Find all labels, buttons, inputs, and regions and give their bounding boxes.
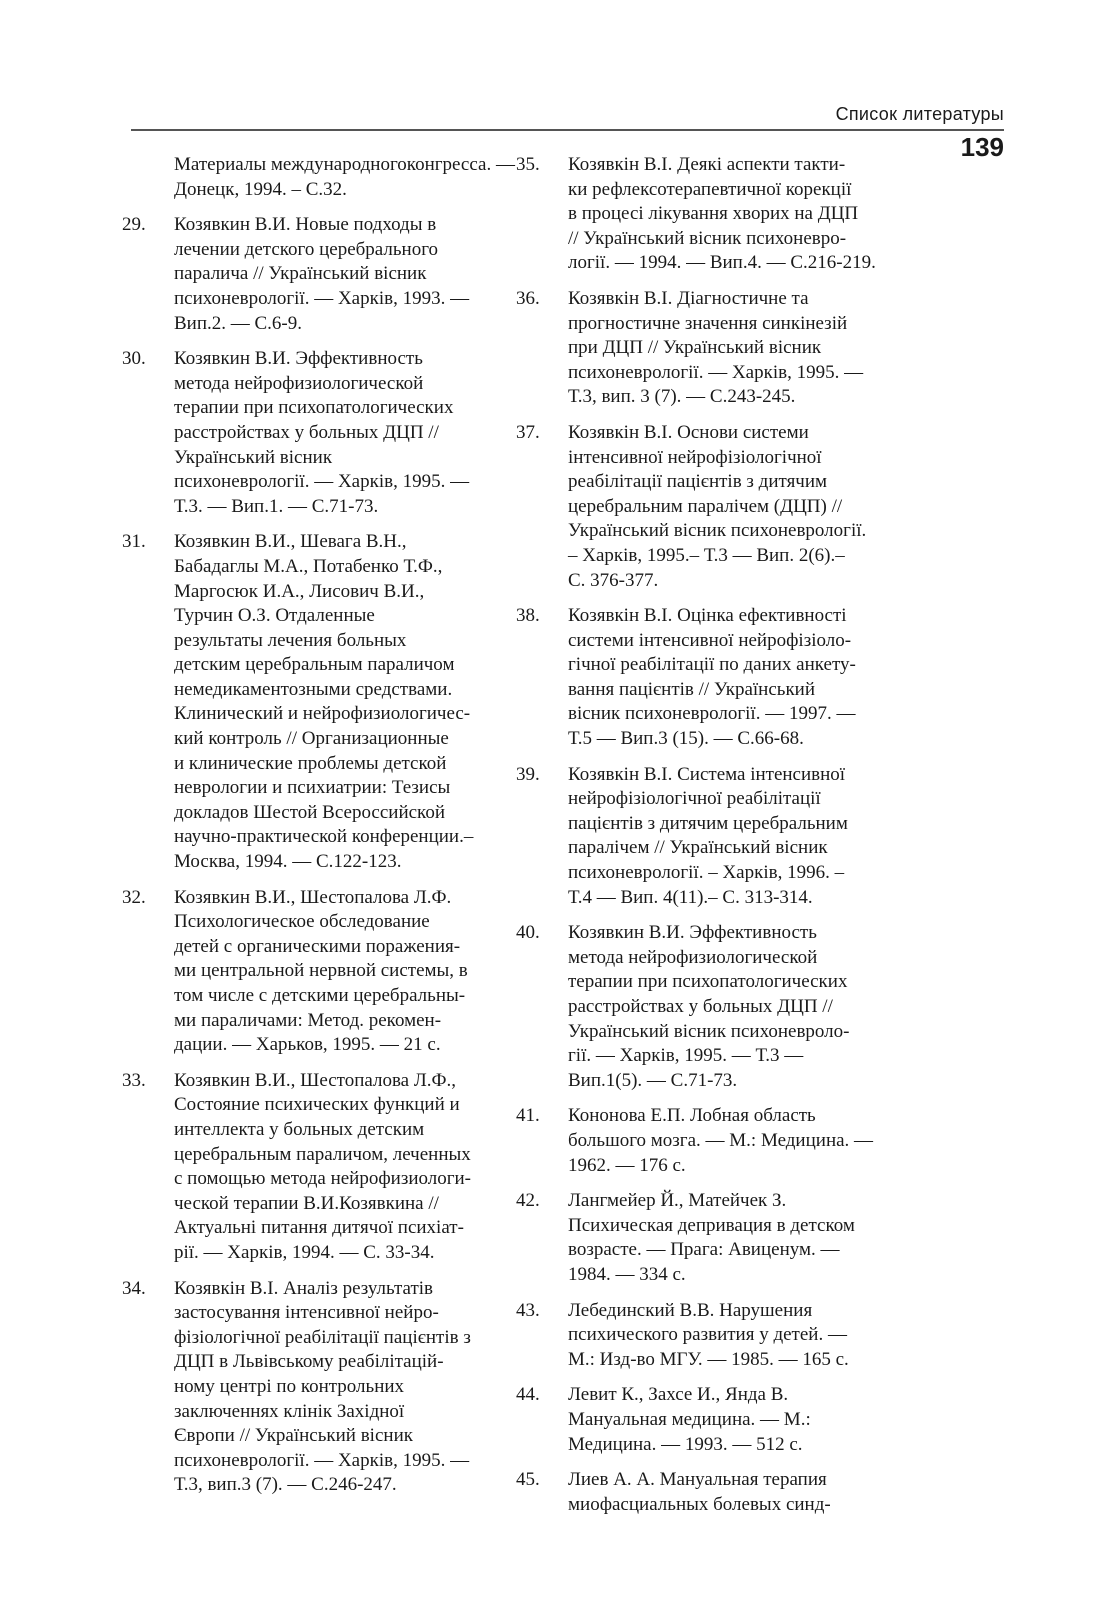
reference-entry	[122, 1277, 522, 1498]
reference-line: – Харків, 1995.– Т.3 — Вип. 2(6).–	[568, 544, 845, 566]
reference-line: Козявкін В.І. Деякі аспекти такти-	[568, 154, 846, 175]
reference-line: паралічем // Український вісник	[568, 837, 828, 859]
reference-line: психоневрології. — Харків, 1995. —	[568, 361, 864, 383]
reference-line: Козявкін В.І. Оцінка ефективності	[568, 605, 847, 627]
reference-entry	[516, 153, 916, 276]
reference-line: миофасциальных болевых синд-	[568, 1493, 831, 1515]
reference-number: 40.	[516, 922, 540, 944]
reference-line: ческой терапии В.И.Козявкина //	[174, 1192, 439, 1214]
right-entries	[516, 153, 916, 1517]
reference-line: Т.3, вип.3 (7). — С.246-247.	[174, 1474, 397, 1496]
reference-line: 1984. — 334 с.	[568, 1263, 686, 1285]
reference-line: немедикаментозными средствами.	[174, 678, 453, 700]
reference-line: метода нейрофизиологической	[174, 372, 424, 394]
reference-line: Мануальная медицина. — М.:	[568, 1408, 811, 1430]
reference-line: логії. — 1994. — Вип.4. — С.216-219.	[568, 252, 876, 274]
reference-line: реабілітації пацієнтів з дитячим	[568, 471, 828, 493]
reference-number: 44.	[516, 1384, 540, 1406]
reference-line: Вип.1(5). — С.71-73.	[568, 1069, 738, 1091]
reference-line: Левит К., Захсе И., Янда В.	[568, 1384, 789, 1406]
reference-line: интеллекта у больных детским	[174, 1118, 425, 1140]
reference-line: Лангмейер Й., Матейчек З.	[568, 1190, 787, 1212]
reference-line: Козявкин В.И., Шестопалова Л.Ф.,	[174, 1069, 457, 1091]
reference-number: 45.	[516, 1469, 540, 1491]
reference-line: детским церебральным параличом	[174, 654, 455, 676]
reference-number: 39.	[516, 763, 540, 785]
reference-line: большого мозга. — М.: Медицина. —	[568, 1129, 874, 1151]
reference-line: заключеннях клінік Західної	[174, 1400, 405, 1422]
reference-line: возрасте. — Прага: Авиценум. —	[568, 1239, 840, 1261]
reference-line: конгресса. — Донецк, 1994. – С.32.	[174, 154, 515, 200]
reference-line: и клинические проблемы детской	[174, 752, 447, 774]
reference-entry	[516, 1383, 916, 1457]
reference-line: Актуальні питання дитячої психіат-	[174, 1217, 464, 1239]
reference-line: в процесі лікування хворих на ДЦП	[568, 203, 859, 225]
reference-line: Козявкин В.И., Шестопалова Л.Ф.	[174, 886, 452, 908]
reference-line: Український вісник психоневрології.	[568, 520, 867, 542]
reference-line: Медицина. — 1993. — 512 с.	[568, 1433, 803, 1455]
reference-entry	[516, 421, 916, 593]
reference-number: 36.	[516, 287, 540, 309]
reference-line: психоневрології. — Харків, 1995. —	[174, 1449, 470, 1471]
reference-line: ДЦП в Львівському реабілітацій-	[174, 1351, 444, 1373]
reference-line: том числе с детскими церебральны-	[174, 985, 466, 1006]
reference-line: Т.4 — Вип. 4(11).– С. 313-314.	[568, 886, 813, 908]
reference-line: паралича // Український вісник	[174, 263, 427, 285]
reference-line: лечении детского церебрального	[174, 238, 439, 260]
reference-line: церебральным параличом, леченных	[174, 1143, 471, 1165]
reference-number: 41.	[516, 1105, 540, 1127]
reference-line: Москва, 1994. — С.122-123.	[174, 851, 402, 873]
reference-line: вісник психоневрології. — 1997. —	[568, 703, 856, 725]
reference-line: Психическая депривация в детском	[568, 1214, 855, 1236]
reference-entry	[516, 1468, 916, 1517]
reference-line: Кононова Е.П. Лобная область	[568, 1105, 816, 1127]
reference-line: Козявкін В.І. Система інтенсивної	[568, 763, 846, 785]
right-column	[516, 153, 916, 1528]
reference-line: детей с органическими поражения-	[174, 935, 461, 957]
reference-line: ному центрі по контрольних	[174, 1375, 405, 1397]
reference-line: психоневрології. — Харків, 1993. —	[174, 287, 470, 309]
reference-entry	[122, 886, 522, 1058]
reference-number: 43.	[516, 1299, 540, 1321]
reference-line: системи інтенсивної нейрофізіоло-	[568, 629, 852, 651]
reference-line: расстройствах у больных ДЦП //	[174, 421, 439, 443]
reference-number: 30.	[122, 348, 146, 370]
reference-entry	[516, 763, 916, 911]
reference-line: С. 376-377.	[568, 569, 659, 591]
reference-line: Т.3. — Вип.1. — С.71-73.	[174, 495, 379, 517]
reference-line: рії. — Харків, 1994. — С. 33-34.	[174, 1241, 435, 1263]
reference-number: 29.	[122, 214, 146, 236]
reference-line: с помощью метода нейрофизиологи-	[174, 1168, 472, 1190]
reference-line: гії. — Харків, 1995. — Т.3 —	[568, 1045, 804, 1067]
reference-line: 1962. — 176 с.	[568, 1154, 686, 1176]
reference-line: нейрофізіологічної реабілітації	[568, 788, 821, 810]
reference-line: результаты лечения больных	[174, 629, 407, 651]
reference-entry	[516, 287, 916, 410]
reference-entry	[122, 1069, 522, 1266]
reference-line: дации. — Харьков, 1995. — 21 с.	[174, 1034, 441, 1056]
reference-line: психоневрології. – Харків, 1996. –	[568, 862, 845, 884]
reference-line: Український вісник	[174, 446, 333, 468]
reference-line: Козявкин В.И. Новые подходы в	[174, 214, 437, 236]
running-title: Список литературы	[835, 104, 1004, 124]
reference-line: Український вісник психоневроло-	[568, 1020, 850, 1042]
reference-line: Козявкін В.І. Аналіз результатів	[174, 1277, 434, 1299]
reference-entry	[516, 1104, 916, 1178]
reference-number: 31.	[122, 531, 146, 553]
reference-entry	[122, 213, 522, 336]
reference-line: застосування інтенсивної нейро-	[174, 1302, 439, 1324]
reference-line: фізіологічної реабілітації пацієнтів з	[174, 1326, 471, 1348]
reference-line: терапии при психопатологических	[568, 971, 848, 993]
reference-number: 32.	[122, 886, 146, 908]
reference-number: 38.	[516, 605, 540, 627]
reference-line: // Український вісник психоневро-	[568, 227, 847, 249]
reference-line: Козявкін В.І. Основи системи	[568, 421, 809, 443]
reference-line: Бабадаглы М.А., Потабенко Т.Ф.,	[174, 555, 443, 577]
page-number: 139	[960, 132, 1004, 162]
reference-line: Лебединский В.В. Нарушения	[568, 1299, 813, 1321]
reference-line: гічної реабілітації по даних анкету-	[568, 654, 856, 676]
reference-line: Материалы международного	[174, 154, 407, 175]
reference-line: психоневрології. — Харків, 1995. —	[174, 471, 470, 493]
reference-line: Турчин О.З. Отдаленные	[174, 605, 375, 627]
header-rule	[131, 129, 1004, 131]
reference-line: Козявкин В.И. Эффективность	[174, 348, 423, 370]
reference-line: вання пацієнтів // Український	[568, 678, 816, 700]
reference-number: 42.	[516, 1190, 540, 1212]
reference-line: церебральним паралічем (ДЦП) //	[568, 495, 843, 517]
reference-line: докладов Шестой Всероссийской	[174, 801, 445, 823]
reference-entry	[516, 1189, 916, 1287]
continuation-entry	[122, 153, 522, 202]
reference-number: 34.	[122, 1277, 146, 1299]
reference-line: пацієнтів з дитячим церебральним	[568, 812, 848, 834]
reference-line: М.: Изд-во МГУ. — 1985. — 165 с.	[568, 1348, 849, 1370]
reference-entry	[516, 604, 916, 752]
reference-line: при ДЦП // Український вісник	[568, 337, 822, 359]
reference-line: научно-практической конференции.–	[174, 826, 474, 848]
reference-line: Козявкин В.И., Шевага В.Н.,	[174, 531, 407, 553]
reference-number: 35.	[516, 154, 540, 175]
reference-line: Состояние психических функций и	[174, 1094, 460, 1116]
reference-line: Маргосюк И.А., Лисович В.И.,	[174, 580, 425, 602]
left-column	[122, 153, 522, 1509]
reference-line: Клинический и нейрофизиологичес-	[174, 703, 471, 725]
reference-line: психического развития у детей. —	[568, 1324, 847, 1346]
left-entries	[122, 213, 522, 1498]
reference-line: неврологии и психиатрии: Тезисы	[174, 777, 451, 799]
reference-line: терапии при психопатологических	[174, 397, 454, 419]
reference-line: метода нейрофизиологической	[568, 946, 818, 968]
reference-line: Європи // Український вісник	[174, 1425, 413, 1447]
reference-line: кий контроль // Организационные	[174, 728, 449, 750]
reference-line: інтенсивної нейрофізіологічної	[568, 446, 822, 468]
reference-line: Вип.2. — С.6-9.	[174, 312, 303, 334]
reference-line: Козявкин В.И. Эффективность	[568, 922, 817, 944]
reference-line: расстройствах у больных ДЦП //	[568, 996, 833, 1017]
reference-number: 37.	[516, 421, 540, 443]
reference-line: ки рефлексотерапевтичної корекції	[568, 178, 852, 200]
reference-line: Козявкін В.І. Діагностичне та	[568, 287, 809, 309]
reference-number: 33.	[122, 1069, 146, 1091]
reference-line: Психологическое обследование	[174, 911, 430, 933]
reference-line: ми параличами: Метод. рекомен-	[174, 1009, 442, 1031]
reference-line: ми центральной нервной системы, в	[174, 960, 468, 982]
reference-entry	[516, 1299, 916, 1373]
reference-line: Т.3, вип. 3 (7). — С.243-245.	[568, 386, 796, 408]
reference-line: Лиев А. А. Мануальная терапия	[568, 1469, 827, 1491]
reference-entry	[122, 347, 522, 519]
reference-line: прогностичне значення синкінезій	[568, 312, 848, 334]
reference-entry	[122, 530, 522, 874]
reference-entry	[516, 921, 916, 1093]
reference-line: Т.5 — Вип.3 (15). — С.66-68.	[568, 728, 804, 750]
